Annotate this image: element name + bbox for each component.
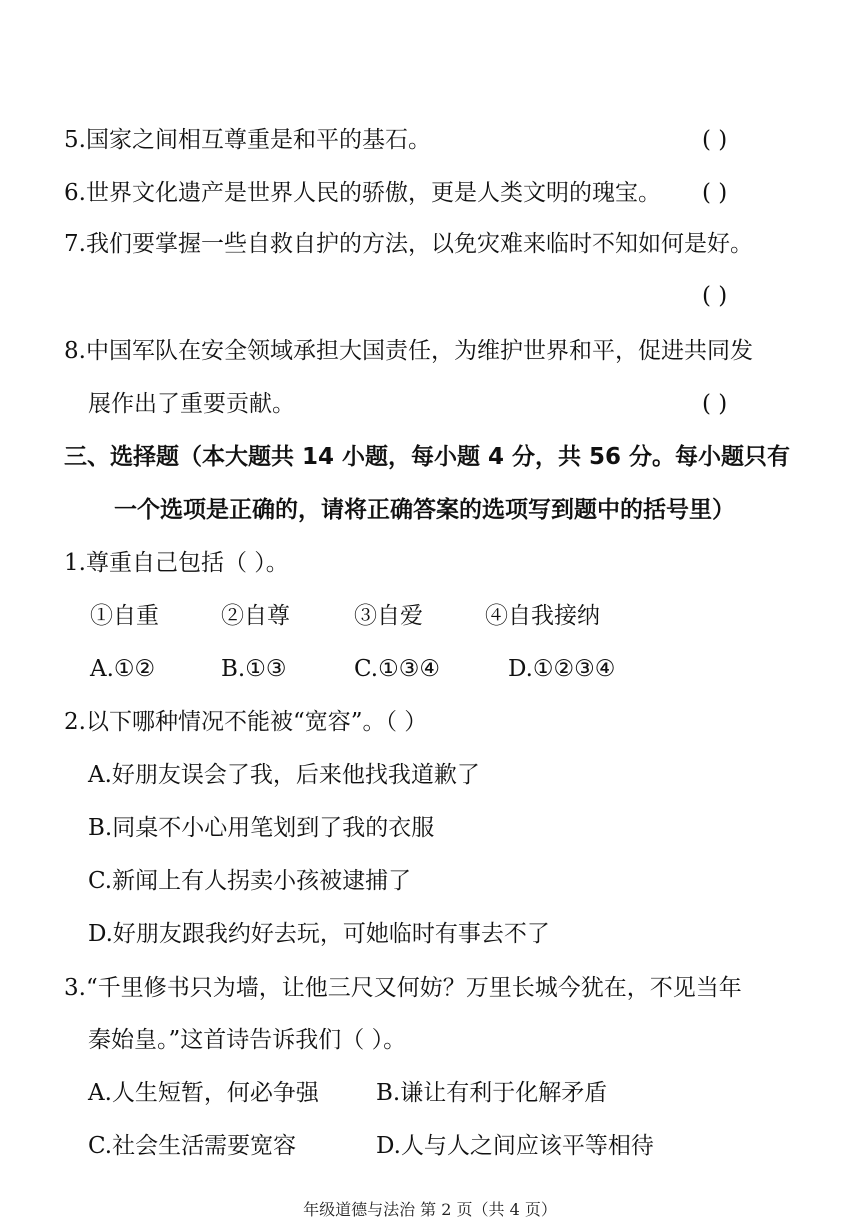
q2-option-c[interactable]: C.新闻上有人拐卖小孩被逮捕了	[88, 868, 412, 894]
answer-paren-6[interactable]: ( )	[702, 180, 728, 206]
section-3-heading: 三、选择题（本大题共 14 小题，每小题 4 分，共 56 分。每小题只有	[64, 444, 791, 470]
judgment-item-7: 7.我们要掌握一些自救自护的方法，以免灾难来临时不知如何是好。	[64, 231, 753, 257]
q1-option-b[interactable]: B.①③	[221, 656, 287, 682]
question-1-stem: 1.尊重自己包括（ ）。	[64, 550, 289, 576]
question-3-stem-cont: 秦始皇。”这首诗告诉我们（ ）。	[88, 1027, 407, 1053]
page-footer: 年级道德与法治 第 2 页（共 4 页）	[303, 1200, 557, 1219]
q2-option-b[interactable]: B.同桌不小心用笔划到了我的衣服	[88, 815, 435, 841]
q1-item-2: ②自尊	[221, 603, 290, 629]
answer-paren-7[interactable]: ( )	[702, 283, 728, 309]
judgment-item-8-cont: 展作出了重要贡献。	[88, 391, 295, 417]
answer-paren-8[interactable]: ( )	[702, 391, 728, 417]
question-2-stem: 2.以下哪种情况不能被“宽容”。（ ）	[64, 709, 428, 735]
judgment-item-5: 5.国家之间相互尊重是和平的基石。	[64, 127, 431, 153]
q3-option-a[interactable]: A.人生短暂，何必争强	[88, 1080, 319, 1106]
q1-item-1: ①自重	[90, 603, 159, 629]
q1-option-a[interactable]: A.①②	[90, 656, 156, 682]
q2-option-a[interactable]: A.好朋友误会了我，后来他找我道歉了	[88, 762, 480, 788]
question-3-stem: 3.“千里修书只为墙，让他三尺又何妨？万里长城今犹在，不见当年	[64, 975, 742, 1001]
q1-option-c[interactable]: C.①③④	[354, 656, 440, 682]
q3-option-b[interactable]: B.谦让有利于化解矛盾	[376, 1080, 608, 1106]
section-3-heading-cont: 一个选项是正确的，请将正确答案的选项写到题中的括号里）	[114, 497, 735, 523]
q1-option-d[interactable]: D.①②③④	[508, 656, 616, 682]
q1-item-3: ③自爱	[354, 603, 423, 629]
answer-paren-5[interactable]: ( )	[702, 127, 728, 153]
judgment-item-6: 6.世界文化遗产是世界人民的骄傲，更是人类文明的瑰宝。	[64, 180, 661, 206]
q1-item-4: ④自我接纳	[485, 603, 600, 629]
q3-option-c[interactable]: C.社会生活需要宽容	[88, 1133, 297, 1159]
q3-option-d[interactable]: D.人与人之间应该平等相待	[376, 1133, 654, 1159]
q2-option-d[interactable]: D.好朋友跟我约好去玩，可她临时有事去不了	[88, 921, 550, 947]
judgment-item-8: 8.中国军队在安全领域承担大国责任，为维护世界和平，促进共同发	[64, 338, 753, 364]
